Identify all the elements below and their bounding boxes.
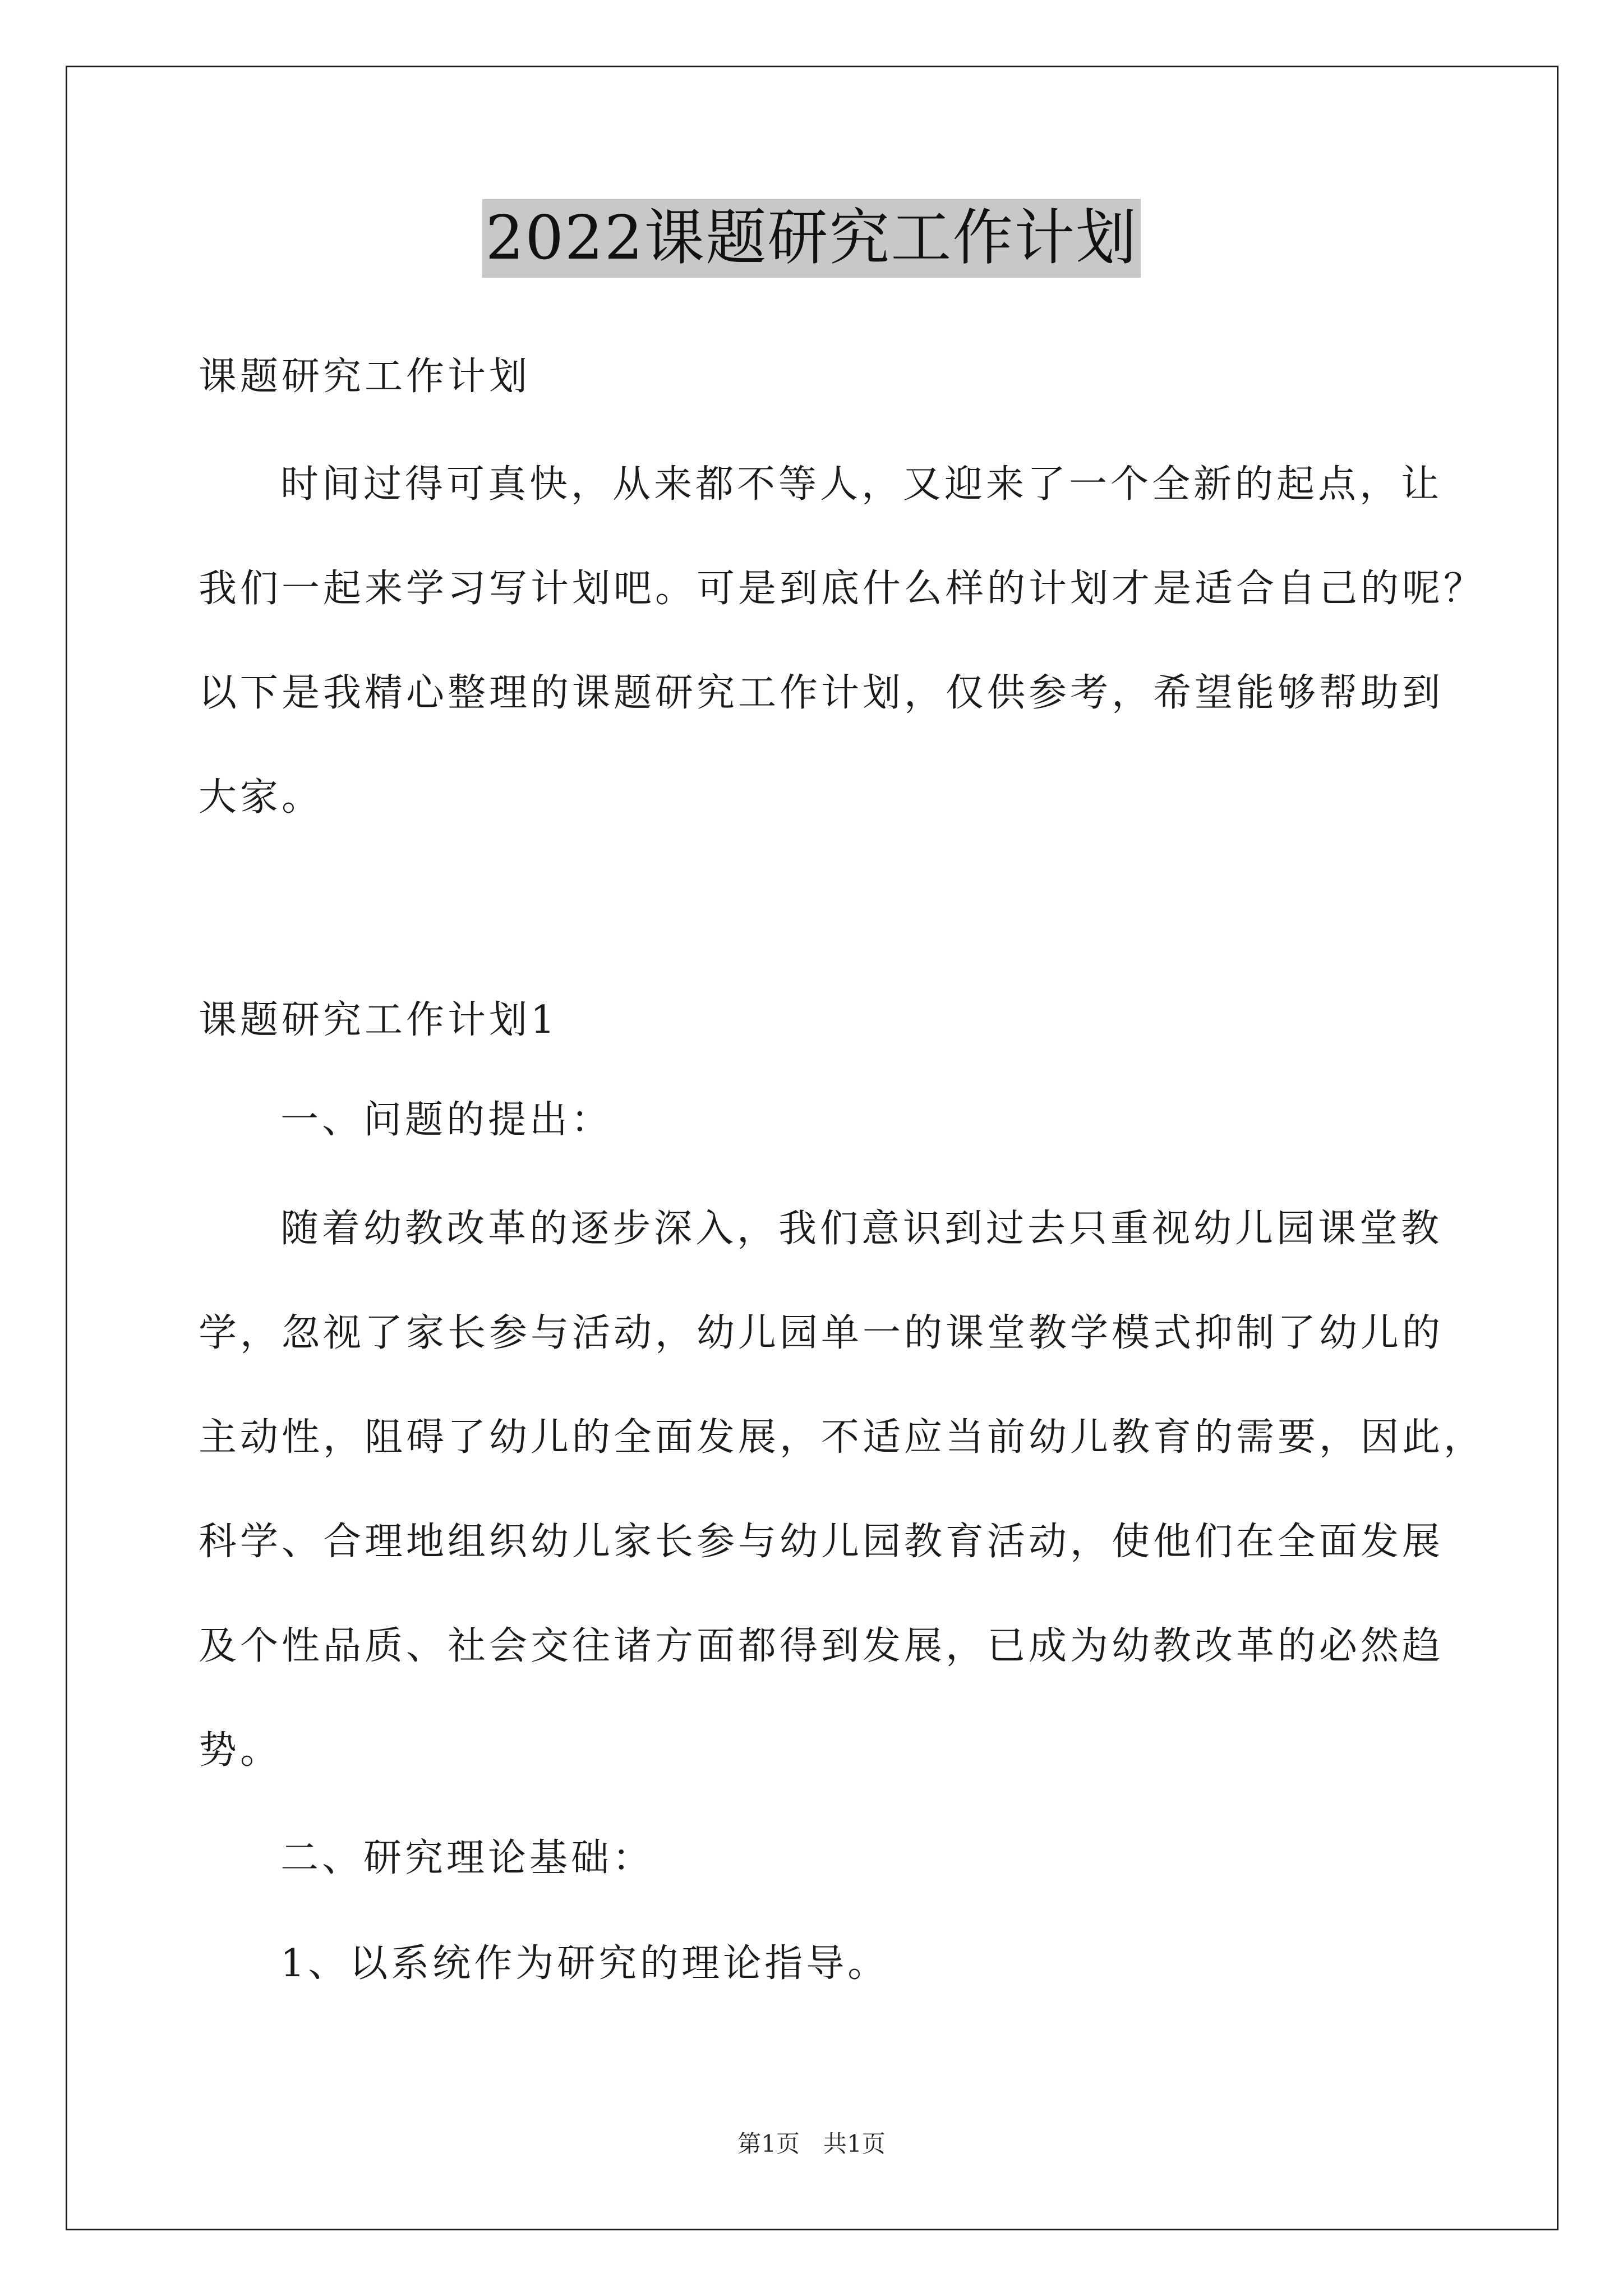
- intro-line: 以下是我精心整理的课题研究工作计划，仅供参考，希望能够帮助到: [199, 671, 1444, 715]
- intro-line: 大家。: [199, 775, 324, 820]
- paragraph-line: 学，忽视了家长参与活动，幼儿园单一的课堂教学模式抑制了幼儿的: [199, 1311, 1444, 1355]
- paragraph-line: 随着幼教改革的逐步深入，我们意识到过去只重视幼儿园课堂教: [280, 1207, 1443, 1251]
- page-footer: 第1页 共1页: [737, 2130, 886, 2157]
- paragraph-line: 主动性，阻碍了幼儿的全面发展，不适应当前幼儿教育的需要，因此，: [199, 1415, 1486, 1460]
- section-heading: 课题研究工作计划1: [199, 998, 559, 1042]
- title-container: [0, 199, 1623, 278]
- list-item: 1、以系统作为研究的理论指导。: [280, 1941, 889, 1986]
- paragraph-line: 势。: [199, 1728, 282, 1773]
- part-heading: 二、研究理论基础：: [280, 1836, 654, 1880]
- intro-line: 时间过得可真快，从来都不等人，又迎来了一个全新的起点，让: [280, 462, 1443, 507]
- paragraph-line: 及个性品质、社会交往诸方面都得到发展，已成为幼教改革的必然趋: [199, 1624, 1444, 1668]
- intro-line: 我们一起来学习写计划吧。可是到底什么样的计划才是适合自己的呢？: [199, 567, 1486, 611]
- part-heading: 一、问题的提出：: [280, 1098, 613, 1142]
- paragraph-line: 科学、合理地组织幼儿家长参与幼儿园教育活动，使他们在全面发展: [199, 1520, 1444, 1564]
- document-subtitle: 课题研究工作计划: [199, 355, 531, 399]
- document-title: 2022课题研究工作计划: [482, 199, 1141, 278]
